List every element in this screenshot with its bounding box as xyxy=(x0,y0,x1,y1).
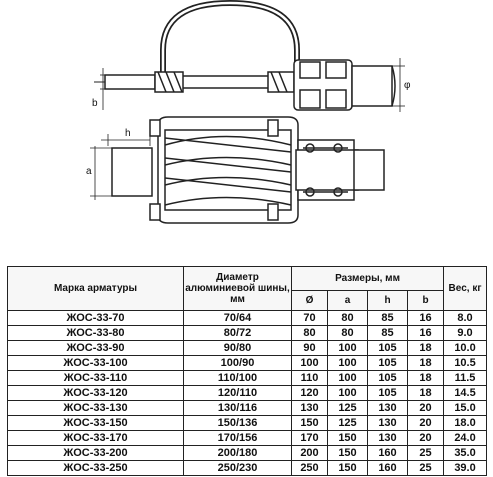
table-cell: 20 xyxy=(408,431,444,446)
header-dim-b: b xyxy=(408,291,444,311)
table-cell: 15.0 xyxy=(444,401,487,416)
table-cell: 130 xyxy=(368,431,408,446)
table-cell: 24.0 xyxy=(444,431,487,446)
table-cell: 105 xyxy=(368,371,408,386)
table-cell: 105 xyxy=(368,356,408,371)
table-cell: 105 xyxy=(368,341,408,356)
table-cell: 70/64 xyxy=(184,311,292,326)
table-cell: 25 xyxy=(408,461,444,476)
table-cell: 150 xyxy=(328,446,368,461)
header-dimensions: Размеры, мм xyxy=(292,267,444,291)
table-row xyxy=(8,431,487,446)
table-row xyxy=(8,326,487,341)
table-cell: 110 xyxy=(292,371,328,386)
table-cell: ЖОС-33-200 xyxy=(8,446,184,461)
table-cell: 18.0 xyxy=(444,416,487,431)
header-dim-diameter: Ø xyxy=(292,291,328,311)
table-cell: 130/116 xyxy=(184,401,292,416)
table-cell: 18 xyxy=(408,371,444,386)
header-dim-h: h xyxy=(368,291,408,311)
table-cell: 16 xyxy=(408,326,444,341)
table-cell: 18 xyxy=(408,386,444,401)
table-cell: 130 xyxy=(368,401,408,416)
table-row xyxy=(8,386,487,401)
table-row xyxy=(8,401,487,416)
header-weight: Вес, кг xyxy=(444,267,487,311)
table-cell: 10.5 xyxy=(444,356,487,371)
table-cell: 85 xyxy=(368,311,408,326)
table-cell: 250 xyxy=(292,461,328,476)
table-cell: 130 xyxy=(292,401,328,416)
table-cell: 25 xyxy=(408,446,444,461)
header-dim-a: a xyxy=(328,291,368,311)
table-cell: ЖОС-33-130 xyxy=(8,401,184,416)
table-cell: 200/180 xyxy=(184,446,292,461)
top-view xyxy=(94,3,395,110)
table-cell: 130 xyxy=(368,416,408,431)
table-cell: 80 xyxy=(328,326,368,341)
dim-label-b: b xyxy=(92,98,98,109)
specs-table xyxy=(7,266,487,476)
table-cell: 90/80 xyxy=(184,341,292,356)
table-cell: ЖОС-33-80 xyxy=(8,326,184,341)
table-cell: 9.0 xyxy=(444,326,487,341)
table-cell: ЖОС-33-90 xyxy=(8,341,184,356)
table-cell: 150/136 xyxy=(184,416,292,431)
table-cell: 20 xyxy=(408,401,444,416)
table-cell: 150 xyxy=(292,416,328,431)
table-cell: ЖОС-33-70 xyxy=(8,311,184,326)
table-cell: 170 xyxy=(292,431,328,446)
dim-label-diameter: φ xyxy=(404,80,411,91)
table-cell: 18 xyxy=(408,341,444,356)
table-row xyxy=(8,341,487,356)
header-mark: Марка арматуры xyxy=(8,267,184,311)
table-cell: 160 xyxy=(368,446,408,461)
table-cell: 100 xyxy=(292,356,328,371)
table-cell: 85 xyxy=(368,326,408,341)
table-cell: 125 xyxy=(328,401,368,416)
table-cell: 200 xyxy=(292,446,328,461)
table-cell: 125 xyxy=(328,416,368,431)
table-cell: ЖОС-33-170 xyxy=(8,431,184,446)
table-cell: 11.5 xyxy=(444,371,487,386)
table-row xyxy=(8,356,487,371)
table-cell: 100 xyxy=(328,371,368,386)
table-cell: 120/110 xyxy=(184,386,292,401)
table-cell: 70 xyxy=(292,311,328,326)
table-cell: 100 xyxy=(328,341,368,356)
table-cell: ЖОС-33-110 xyxy=(8,371,184,386)
table-cell: 80 xyxy=(292,326,328,341)
specs-table-body xyxy=(8,311,487,476)
table-cell: 120 xyxy=(292,386,328,401)
table-cell: 150 xyxy=(328,431,368,446)
dim-label-h: h xyxy=(125,128,131,139)
table-cell: 105 xyxy=(368,386,408,401)
table-cell: 80 xyxy=(328,311,368,326)
table-cell: 100 xyxy=(328,356,368,371)
table-cell: 150 xyxy=(328,461,368,476)
table-cell: 20 xyxy=(408,416,444,431)
table-cell: 110/100 xyxy=(184,371,292,386)
table-cell: 90 xyxy=(292,341,328,356)
table-cell: 250/230 xyxy=(184,461,292,476)
table-row xyxy=(8,416,487,431)
front-view xyxy=(112,117,384,223)
table-row xyxy=(8,446,487,461)
table-cell: 35.0 xyxy=(444,446,487,461)
table-cell: ЖОС-33-120 xyxy=(8,386,184,401)
table-cell: ЖОС-33-150 xyxy=(8,416,184,431)
table-cell: 160 xyxy=(368,461,408,476)
header-diameter: Диаметр алюминиевой шины, мм xyxy=(184,267,292,311)
table-cell: 100/90 xyxy=(184,356,292,371)
table-row xyxy=(8,371,487,386)
table-row xyxy=(8,311,487,326)
table-cell: 18 xyxy=(408,356,444,371)
table-cell: ЖОС-33-100 xyxy=(8,356,184,371)
table-cell: ЖОС-33-250 xyxy=(8,461,184,476)
table-cell: 8.0 xyxy=(444,311,487,326)
table-cell: 10.0 xyxy=(444,341,487,356)
dim-label-a: a xyxy=(86,166,92,177)
table-cell: 80/72 xyxy=(184,326,292,341)
table-cell: 170/156 xyxy=(184,431,292,446)
table-cell: 14.5 xyxy=(444,386,487,401)
table-cell: 39.0 xyxy=(444,461,487,476)
table-row xyxy=(8,461,487,476)
table-cell: 16 xyxy=(408,311,444,326)
table-cell: 100 xyxy=(328,386,368,401)
